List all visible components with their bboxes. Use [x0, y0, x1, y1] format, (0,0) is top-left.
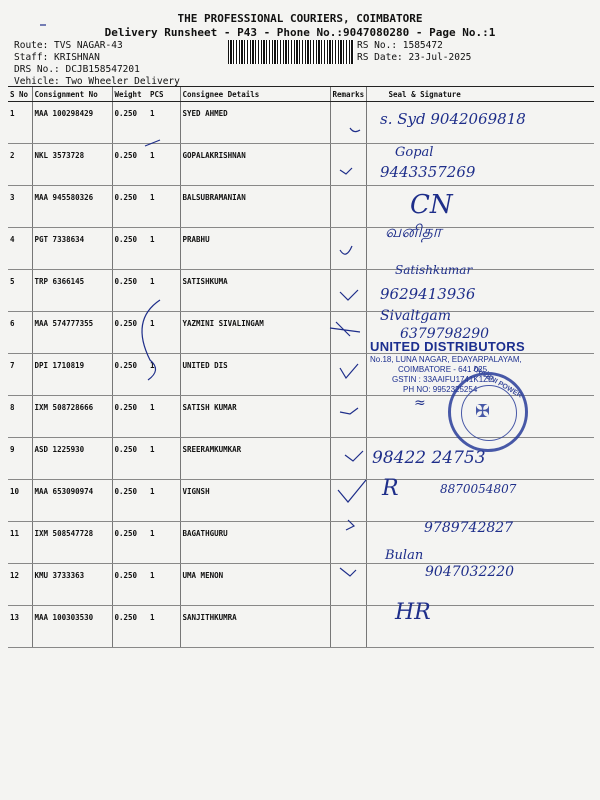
signature-row-4: வனிதா: [385, 222, 442, 242]
signature-row-2-phone: 9443357269: [380, 163, 476, 181]
row-weight: 0.250: [112, 186, 148, 228]
stamp-name: UNITED DISTRIBUTORS: [370, 339, 525, 354]
signature-row-12-name: Bulan: [385, 548, 424, 563]
row-consignee: UNITED DIS: [180, 354, 330, 396]
tick-mark: [340, 168, 352, 174]
rs-date: RS Date: 23-Jul-2025: [357, 52, 472, 63]
signature-row-3: CN: [410, 190, 453, 220]
col-weight: Weight: [112, 87, 148, 102]
tick-mark: [338, 480, 366, 502]
signature-row-6-phone: 6379798290: [400, 326, 490, 342]
row-consignee: VIGNSH: [180, 480, 330, 522]
row-pcs: 1: [148, 228, 180, 270]
row-consignee: YAZMINI SIVALINGAM: [180, 312, 330, 354]
row-weight: 0.250: [112, 606, 148, 648]
row-weight: 0.250: [112, 480, 148, 522]
signature-row-5-phone: 9629413936: [380, 285, 476, 303]
row-consignment: MAA 574777355: [32, 312, 112, 354]
row-consignment: PGT 7338634: [32, 228, 112, 270]
tick-mark: [340, 364, 358, 378]
row-weight: 0.250: [112, 396, 148, 438]
tick-mark: [350, 128, 360, 132]
row-weight: 0.250: [112, 564, 148, 606]
stamp-phone: PH NO: 9952325254: [403, 385, 478, 394]
drs-label: DRS No.: DCJB158547201: [14, 64, 140, 75]
row-pcs: 1: [148, 480, 180, 522]
stamp-gstin: GSTIN : 33AAIFU1741K1ZE: [392, 375, 494, 384]
row-consignee: GOPALAKRISHNAN: [180, 144, 330, 186]
row-pcs: 1: [148, 144, 180, 186]
row-consignment: NKL 3573728: [32, 144, 112, 186]
stamp-signature: ≈: [414, 395, 426, 411]
stamp-address-1: No.18, LUNA NAGAR, EDAYARPALAYAM,: [370, 355, 522, 364]
runsheet-subtitle: Delivery Runsheet - P43 - Phone No.:9047080280 - Page No.:1: [104, 26, 496, 39]
row-sno: 1: [8, 102, 32, 144]
row-pcs: 1: [148, 312, 180, 354]
row-sno: 6: [8, 312, 32, 354]
col-remarks: Remarks: [330, 87, 366, 102]
row-consignee: SANJITHKUMRA: [180, 606, 330, 648]
row-sno: 7: [8, 354, 32, 396]
col-consignment: Consignment No: [32, 87, 112, 102]
row-consignee: SATISHKUMA: [180, 270, 330, 312]
company-title: THE PROFESSIONAL COURIERS, COIMBATORE: [177, 12, 423, 25]
row-pcs: 1: [148, 396, 180, 438]
col-signature: Seal & Signature: [366, 87, 594, 102]
signature-row-1: s. Syd 9042069818: [380, 110, 526, 128]
staff-label: Staff: KRISHNAN: [14, 52, 100, 63]
row-weight: 0.250: [112, 270, 148, 312]
row-pcs: 1: [148, 270, 180, 312]
signature-row-6-name: Sivaltgam: [380, 308, 452, 324]
seal-text: TRIVENI POWER: [471, 365, 524, 400]
row-sno: 2: [8, 144, 32, 186]
signature-row-10: 8870054807: [440, 482, 517, 496]
row-pcs: 1: [148, 522, 180, 564]
pen-stroke: [145, 140, 160, 146]
cross-mark: [346, 520, 354, 530]
tick-mark: [340, 290, 358, 300]
row-pcs: 1: [148, 102, 180, 144]
row-sno: 13: [8, 606, 32, 648]
signature-row-11: 9789742827: [424, 520, 514, 536]
row-sno: 12: [8, 564, 32, 606]
row-pcs: 1: [148, 564, 180, 606]
row-consignment: TRP 6366145: [32, 270, 112, 312]
row-consignee: SATISH KUMAR: [180, 396, 330, 438]
row-weight: 0.250: [112, 354, 148, 396]
rs-number: RS No.: 1585472: [357, 40, 443, 51]
signature-row-10-mark: R: [382, 476, 399, 501]
row-consignment: MAA 100298429: [32, 102, 112, 144]
tick-mark: [345, 451, 363, 461]
row-pcs: 1: [148, 606, 180, 648]
row-sno: 11: [8, 522, 32, 564]
signature-row-2-name: Gopal: [395, 145, 434, 160]
row-sno: 10: [8, 480, 32, 522]
signature-row-5-name: Satishkumar: [395, 263, 473, 277]
col-pcs: PCS: [148, 87, 180, 102]
signature-row-13: HR: [395, 600, 431, 625]
row-weight: 0.250: [112, 312, 148, 354]
row-consignment: IXM 508547728: [32, 522, 112, 564]
row-consignee: SREERAMKUMKAR: [180, 438, 330, 480]
row-consignment: MAA 100303530: [32, 606, 112, 648]
row-pcs: 1: [148, 354, 180, 396]
seal-emblem-icon: ✠: [475, 401, 491, 422]
row-consignment: IXM 508728666: [32, 396, 112, 438]
stamp-address-2: COIMBATORE - 641 025.: [398, 365, 490, 374]
row-pcs: 1: [148, 438, 180, 480]
row-weight: 0.250: [112, 522, 148, 564]
row-consignee: SYED AHMED: [180, 102, 330, 144]
row-consignment: MAA 945580326: [32, 186, 112, 228]
row-sno: 9: [8, 438, 32, 480]
row-consignee: UMA MENON: [180, 564, 330, 606]
signature-row-9: 98422 24753: [372, 448, 486, 468]
row-consignee: PRABHU: [180, 228, 330, 270]
row-sno: 8: [8, 396, 32, 438]
row-sno: 4: [8, 228, 32, 270]
cross-mark: [330, 322, 360, 336]
row-sno: 3: [8, 186, 32, 228]
row-weight: 0.250: [112, 144, 148, 186]
pen-stroke: [142, 300, 160, 380]
vehicle-label: Vehicle: Two Wheeler Delivery: [14, 76, 180, 87]
tick-mark: [340, 246, 352, 254]
col-consignee: Consignee Details: [180, 87, 330, 102]
row-consignment: MAA 653090974: [32, 480, 112, 522]
row-weight: 0.250: [112, 438, 148, 480]
row-weight: 0.250: [112, 102, 148, 144]
round-seal: [448, 365, 528, 452]
row-sno: 5: [8, 270, 32, 312]
tick-mark: [340, 408, 358, 414]
row-consignee: BALSUBRAMANIAN: [180, 186, 330, 228]
row-weight: 0.250: [112, 228, 148, 270]
col-sno: S No: [8, 87, 32, 102]
row-pcs: 1: [148, 186, 180, 228]
signature-row-12-phone: 9047032220: [425, 564, 515, 580]
row-consignment: ASD 1225930: [32, 438, 112, 480]
cross-mark: [340, 568, 356, 576]
row-consignment: KMU 3733363: [32, 564, 112, 606]
row-consignee: BAGATHGURU: [180, 522, 330, 564]
row-consignment: DPI 1710819: [32, 354, 112, 396]
route-label: Route: TVS NAGAR-43: [14, 40, 123, 51]
